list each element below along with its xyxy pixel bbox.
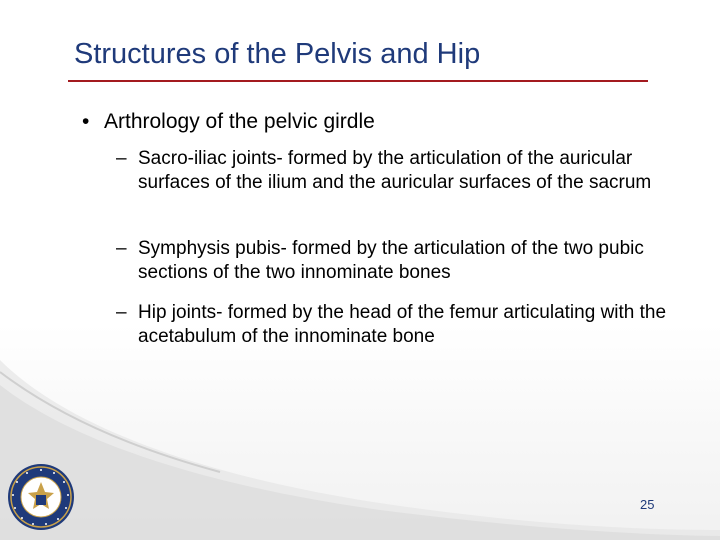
- sub-item-text: Symphysis pubis- formed by the articulation of the two pubic sections of the two innominate bones: [138, 238, 644, 283]
- sub-item-text: Sacro-iliac joints- formed by the articulation of the auricular surfaces of the ilium and the auricular surfaces of the sacrum: [138, 148, 652, 193]
- sub-item-text: Hip joints- formed by the head of the femur articulating with the acetabulum of the innominate bone: [138, 302, 667, 347]
- dash-marker: –: [116, 148, 127, 169]
- dash-marker: –: [116, 302, 127, 323]
- sub-item-hip: [116, 301, 686, 349]
- bullet-marker: •: [82, 110, 90, 133]
- page-number: 25: [640, 497, 655, 512]
- bullet-text: Arthrology of the pelvic girdle: [104, 110, 375, 133]
- institution-seal-icon: [6, 462, 76, 532]
- title-divider: [68, 80, 648, 82]
- slide-title: Structures of the Pelvis and Hip: [74, 38, 481, 70]
- sub-item-sacroiliac: [116, 147, 686, 195]
- dash-marker: –: [116, 238, 127, 259]
- bullet-item: [82, 110, 375, 134]
- sub-item-symphysis: [116, 237, 686, 285]
